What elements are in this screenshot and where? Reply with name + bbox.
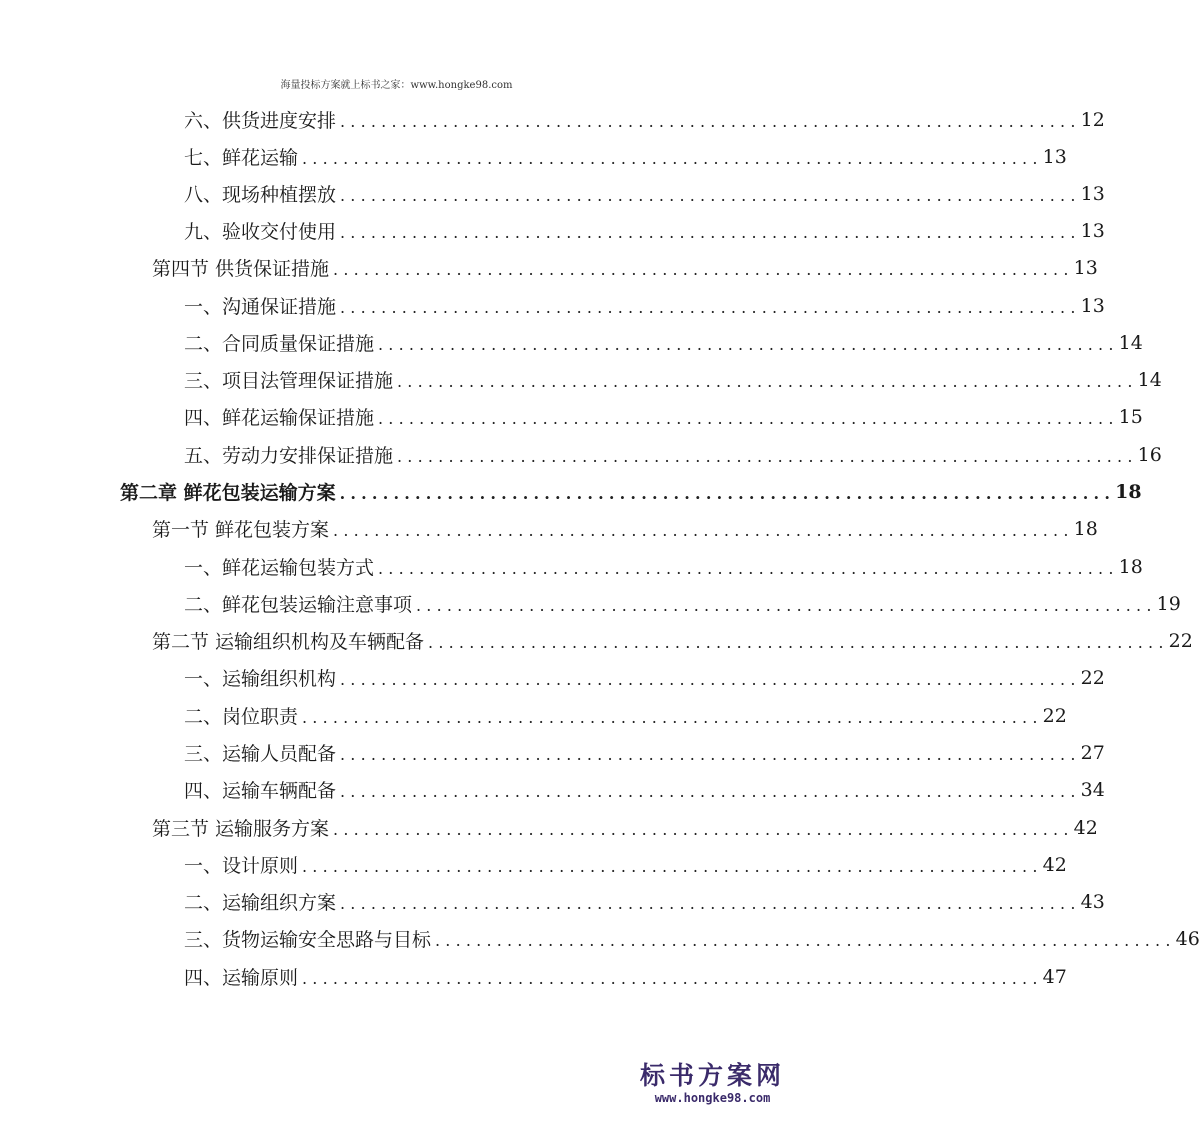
logo-url: www.hongke98.com xyxy=(654,1091,771,1105)
toc-entry[interactable] xyxy=(184,101,1105,138)
toc-entry-label: 六、供货进度安排 xyxy=(184,110,337,132)
toc-page-number: 14 xyxy=(1137,368,1162,391)
toc-leader-dots: ........................................................................ xyxy=(340,782,1081,801)
toc-entry[interactable] xyxy=(184,958,1067,995)
toc-entry-label: 三、货物运输安全思路与目标 xyxy=(184,929,432,951)
toc-leader-dots: ........................................................................ xyxy=(333,521,1074,540)
toc-page-number: 18 xyxy=(1073,517,1098,540)
toc-page-number: 42 xyxy=(1073,816,1098,839)
toc-leader-dots: ........................................................................ xyxy=(333,820,1074,839)
toc-entry[interactable] xyxy=(184,138,1067,175)
toc-leader-dots: ........................................................................ xyxy=(416,596,1157,615)
toc-leader-dots: ........................................................................ xyxy=(378,559,1119,578)
toc-page-number: 16 xyxy=(1137,443,1162,466)
toc-page-number: 27 xyxy=(1080,741,1105,764)
toc-entry-label: 第二节 运输组织机构及车辆配备 xyxy=(152,631,425,653)
toc-page-number: 34 xyxy=(1080,778,1105,801)
toc-entry-label: 第三节 运输服务方案 xyxy=(152,818,330,840)
toc-entry-label: 七、鲜花运输 xyxy=(184,147,299,169)
toc-page-number: 13 xyxy=(1073,256,1098,279)
toc-leader-dots: ........................................................................ xyxy=(435,931,1176,950)
toc-leader-dots: ........................................................................ xyxy=(397,372,1138,391)
toc-entry[interactable] xyxy=(184,920,1200,957)
toc-entry-label: 二、运输组织方案 xyxy=(184,892,337,914)
toc-entry-label: 二、鲜花包装运输注意事项 xyxy=(184,594,413,616)
toc-entry-label: 五、劳动力安排保证措施 xyxy=(184,445,394,467)
toc-entry[interactable] xyxy=(152,510,1098,547)
toc-leader-dots: ........................................................................ xyxy=(397,447,1138,466)
toc-entry[interactable] xyxy=(184,771,1105,808)
toc-page-number: 46 xyxy=(1175,927,1200,950)
toc-page-number: 13 xyxy=(1080,219,1105,242)
toc-entry[interactable] xyxy=(184,585,1181,622)
toc-leader-dots: ........................................................................ xyxy=(428,633,1169,652)
toc-leader-dots: ........................................................................ xyxy=(333,260,1074,279)
toc-entry-label: 一、鲜花运输包装方式 xyxy=(184,557,375,579)
toc-page-number: 22 xyxy=(1080,666,1105,689)
toc-entry[interactable] xyxy=(184,883,1105,920)
toc-entry[interactable] xyxy=(184,697,1067,734)
toc-entry-label: 九、验收交付使用 xyxy=(184,221,337,243)
toc-leader-dots: ........................................................................ xyxy=(378,335,1119,354)
toc-page-number: 22 xyxy=(1042,704,1067,727)
toc-leader-dots: ........................................................................ xyxy=(302,857,1043,876)
toc-entry[interactable] xyxy=(184,212,1105,249)
toc-leader-dots: ........................................................................ xyxy=(340,112,1081,131)
toc-entry-label: 二、岗位职责 xyxy=(184,706,299,728)
toc-page-number: 43 xyxy=(1080,890,1105,913)
toc-entry-label: 第二章 鲜花包装运输方案 xyxy=(120,482,336,504)
toc-leader-dots: ........................................................................ xyxy=(340,670,1081,689)
toc-entry-label: 第四节 供货保证措施 xyxy=(152,258,330,280)
toc-entry-label: 四、运输车辆配备 xyxy=(184,780,337,802)
toc-page-number: 18 xyxy=(1115,480,1142,503)
toc-entry[interactable] xyxy=(184,734,1105,771)
toc-leader-dots: ........................................................................ xyxy=(378,409,1119,428)
toc-page-number: 42 xyxy=(1042,853,1067,876)
toc-entry[interactable] xyxy=(152,249,1098,286)
toc-leader-dots: ........................................................................ xyxy=(302,149,1043,168)
toc-entry[interactable] xyxy=(184,324,1143,361)
toc-leader-dots: ........................................................................ xyxy=(302,708,1043,727)
toc-entry-label: 三、项目法管理保证措施 xyxy=(184,370,394,392)
toc-entry-label: 一、沟通保证措施 xyxy=(184,296,337,318)
toc-entry-label: 三、运输人员配备 xyxy=(184,743,337,765)
toc-leader-dots: ........................................................................ xyxy=(339,484,1116,503)
watermark-logo xyxy=(640,1062,785,1114)
toc-entry[interactable] xyxy=(184,287,1105,324)
toc-entry[interactable] xyxy=(152,622,1193,659)
toc-entry[interactable] xyxy=(184,436,1162,473)
toc-page-number: 14 xyxy=(1118,331,1143,354)
toc-entry-label: 二、合同质量保证措施 xyxy=(184,333,375,355)
toc-leader-dots: ........................................................................ xyxy=(302,969,1043,988)
toc-page-number: 19 xyxy=(1156,592,1181,615)
toc-page-number: 47 xyxy=(1042,965,1067,988)
toc-entry[interactable] xyxy=(184,846,1067,883)
toc-leader-dots: ........................................................................ xyxy=(340,894,1081,913)
toc-entry[interactable] xyxy=(184,175,1105,212)
toc-leader-dots: ........................................................................ xyxy=(340,745,1081,764)
toc-page-number: 18 xyxy=(1118,555,1143,578)
toc-entry-label: 四、运输原则 xyxy=(184,967,299,989)
toc-entry[interactable] xyxy=(184,659,1105,696)
toc-page-number: 22 xyxy=(1168,629,1193,652)
toc-leader-dots: ........................................................................ xyxy=(340,298,1081,317)
toc-page-number: 12 xyxy=(1080,108,1105,131)
page-header: 海量投标方案就上标书之家：www.hongke98.com xyxy=(280,80,513,91)
toc-entry-label: 八、现场种植摆放 xyxy=(184,184,337,206)
toc-page-number: 13 xyxy=(1080,182,1105,205)
toc-entry[interactable] xyxy=(184,548,1143,585)
toc-leader-dots: ........................................................................ xyxy=(340,186,1081,205)
toc-entry[interactable] xyxy=(120,473,1142,510)
toc-entry-label: 四、鲜花运输保证措施 xyxy=(184,407,375,429)
logo-title: 标书方案网 xyxy=(640,1061,786,1090)
toc-entry-label: 一、运输组织机构 xyxy=(184,668,337,690)
toc-entry-label: 一、设计原则 xyxy=(184,855,299,877)
toc-entry-label: 第一节 鲜花包装方案 xyxy=(152,519,330,541)
toc-leader-dots: ........................................................................ xyxy=(340,223,1081,242)
toc-entry[interactable] xyxy=(184,398,1143,435)
toc-entry[interactable] xyxy=(152,809,1098,846)
toc-page-number: 15 xyxy=(1118,405,1143,428)
toc-page-number: 13 xyxy=(1080,294,1105,317)
toc-page-number: 13 xyxy=(1042,145,1067,168)
toc-entry[interactable] xyxy=(184,361,1162,398)
